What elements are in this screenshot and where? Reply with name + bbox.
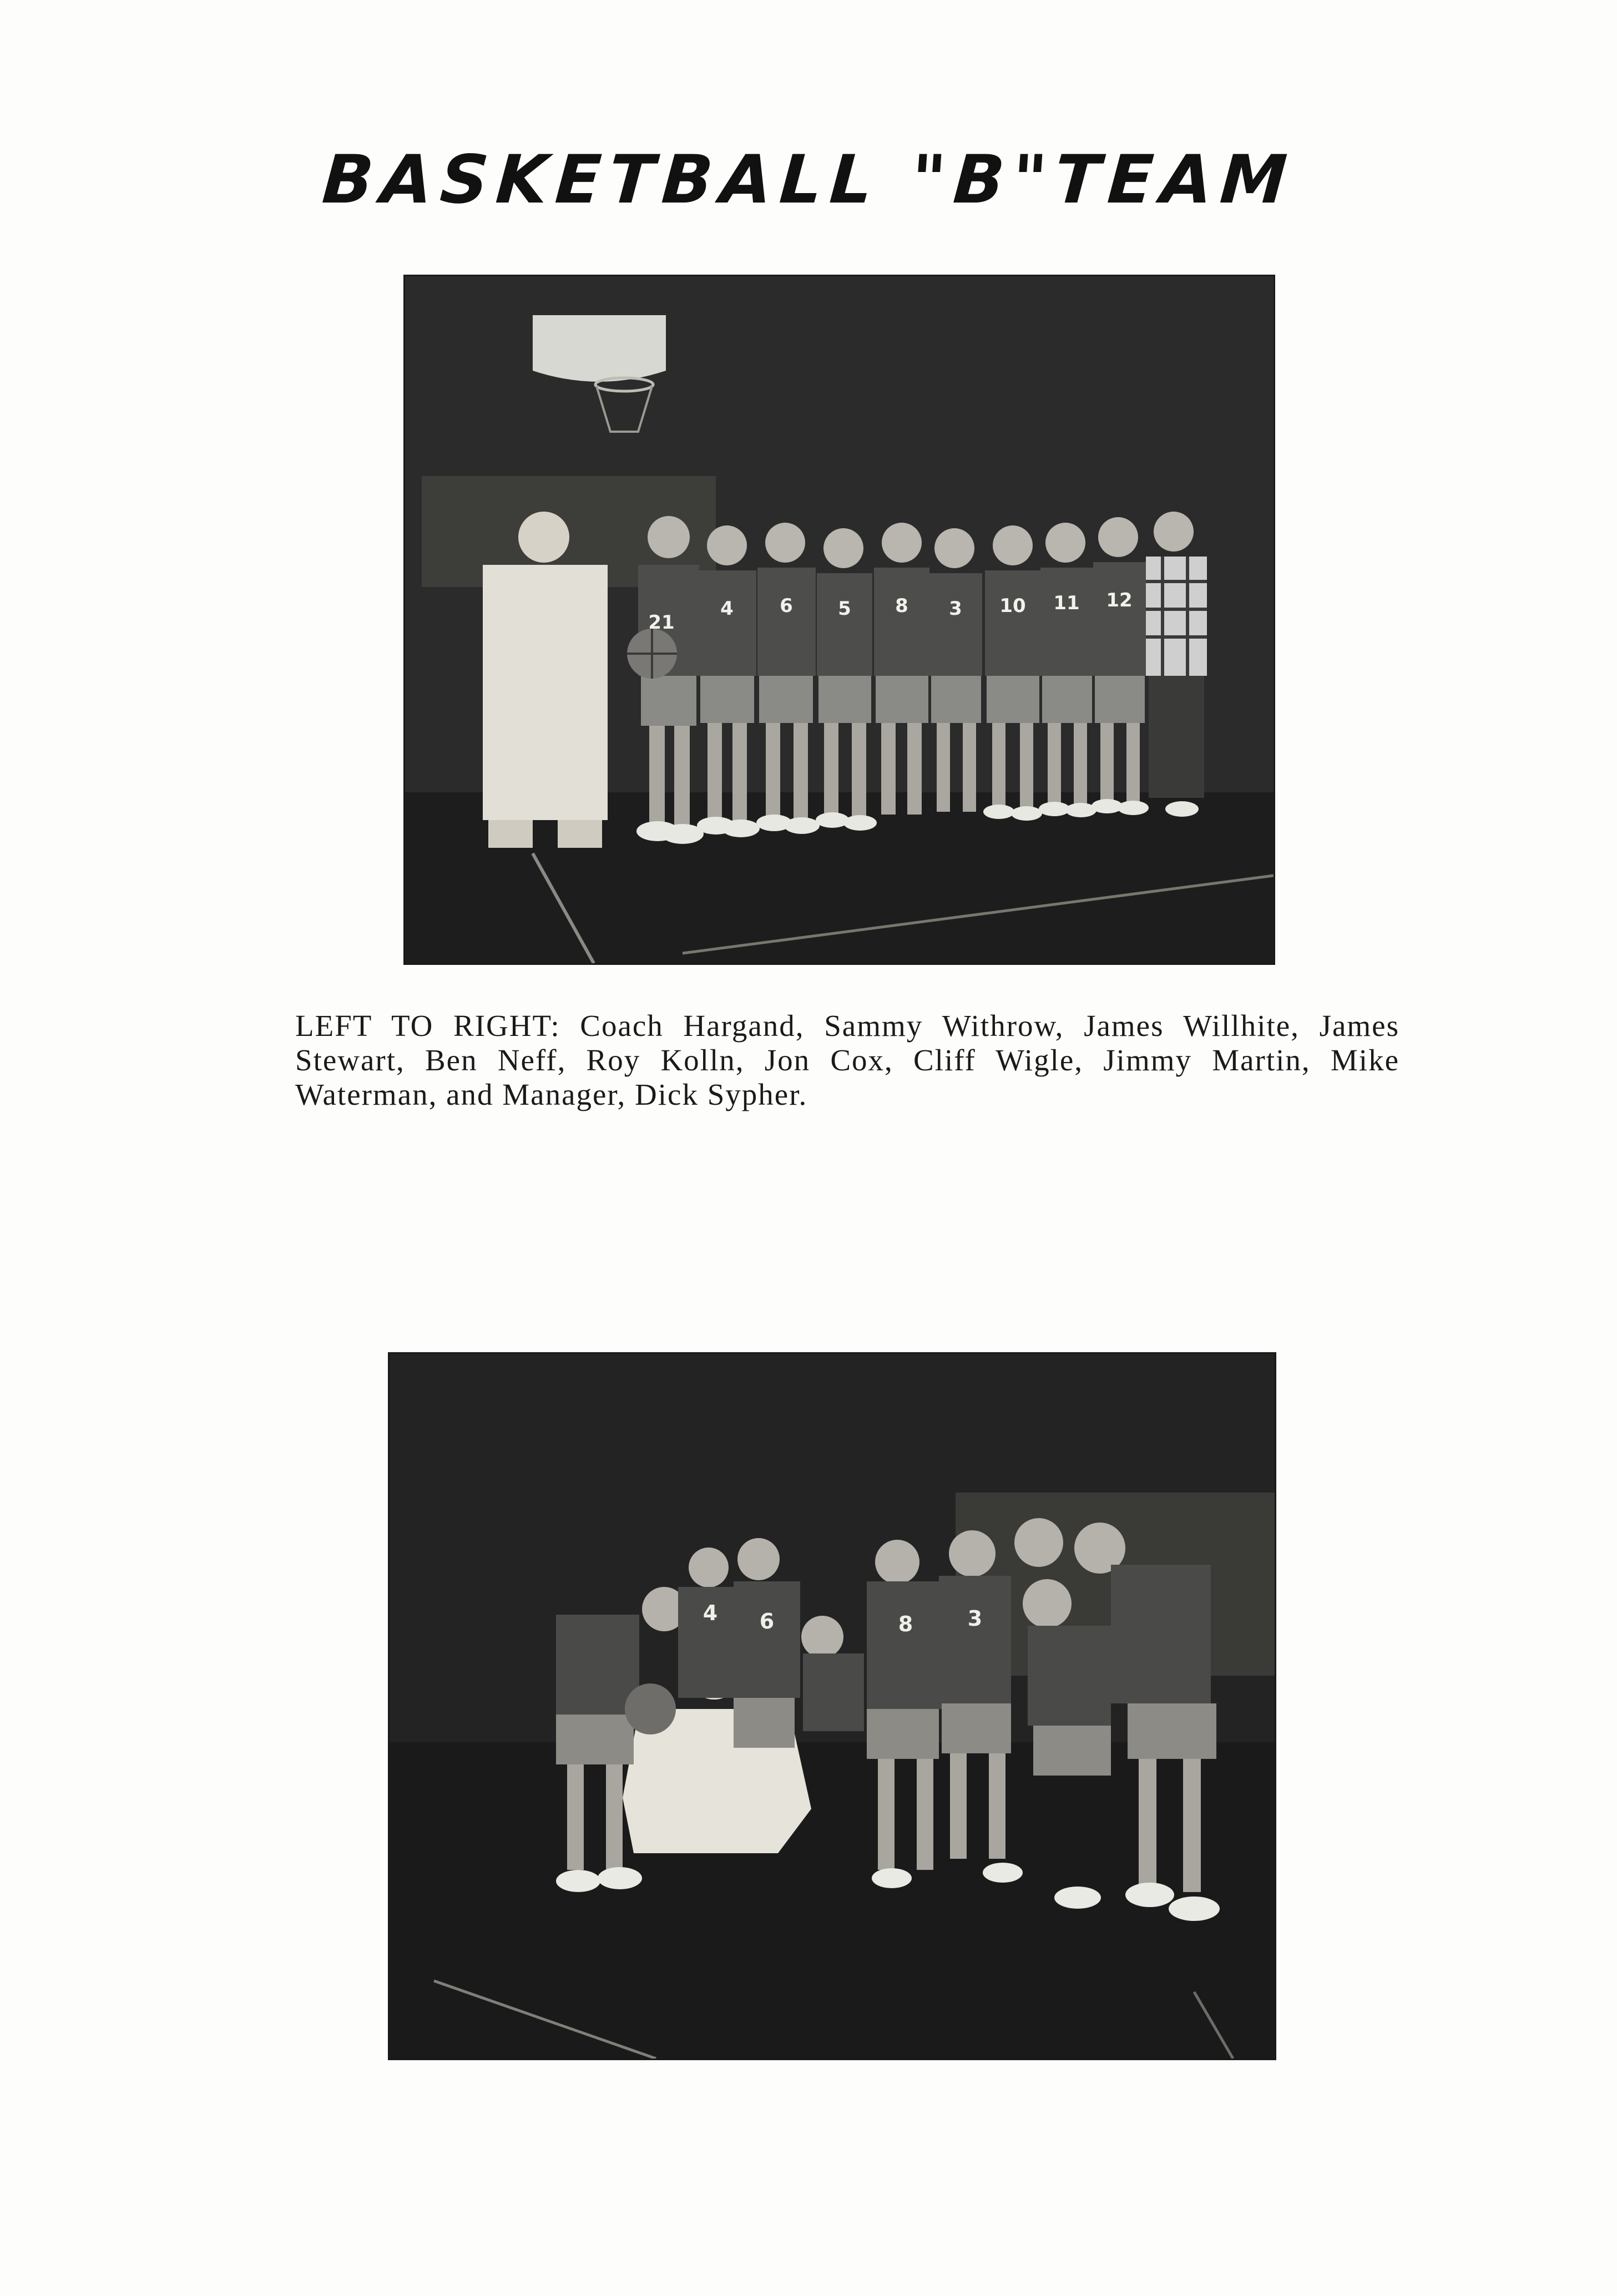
backboard-shape bbox=[533, 315, 666, 382]
jersey-number: 11 bbox=[1053, 592, 1080, 614]
jersey-number: 4 bbox=[703, 1601, 718, 1625]
jersey-number: 3 bbox=[949, 598, 962, 620]
jersey-number: 6 bbox=[780, 595, 793, 617]
jersey-number: 4 bbox=[720, 598, 734, 620]
page-title: BASKETBALL "B"TEAM bbox=[320, 141, 1297, 219]
photo-caption: LEFT TO RIGHT: Coach Hargand, Sammy Withrow, James Willhite, James Stewart, Ben Neff, Roy Kolln, Jon Cox, Cliff Wigle, Jimmy Martin, Mike Waterman, and Manager, Dick Sypher. bbox=[295, 1009, 1399, 1111]
jersey-number: 10 bbox=[999, 595, 1026, 617]
jersey-number: 6 bbox=[759, 1609, 775, 1634]
jersey-number: 8 bbox=[898, 1612, 913, 1636]
team-lineup-photo bbox=[405, 276, 1274, 963]
jersey-number: 5 bbox=[838, 598, 851, 620]
jersey-number: 8 bbox=[895, 595, 908, 617]
jersey-number: 3 bbox=[967, 1606, 983, 1631]
jersey-number: 21 bbox=[648, 611, 675, 634]
jersey-number: 12 bbox=[1106, 589, 1133, 611]
team-huddle-photo bbox=[390, 1354, 1275, 2059]
